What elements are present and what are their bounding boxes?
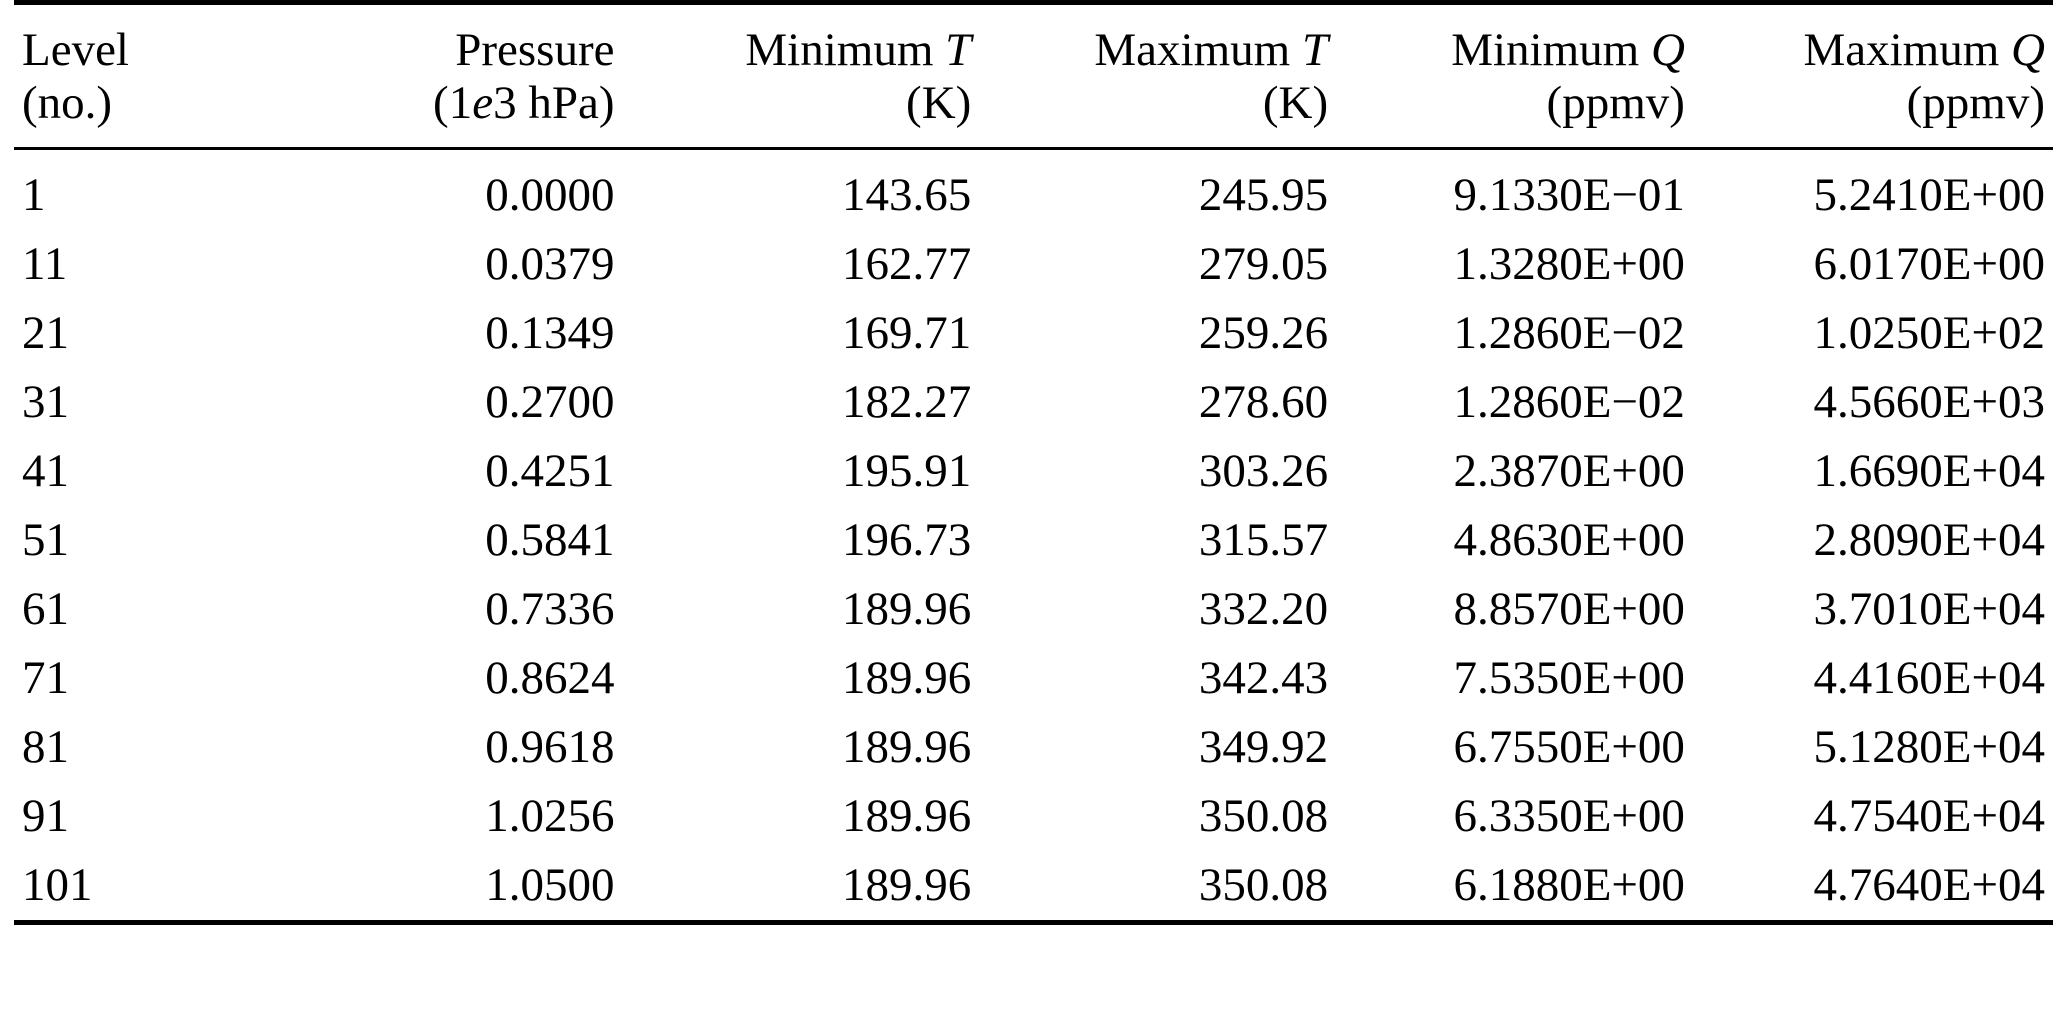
cell-pressure: 1.0256	[485, 790, 615, 842]
cell-max-q: 5.2410E+00	[1686, 149, 2053, 231]
cell-min-q: 6.7550E+00	[1453, 721, 1685, 773]
column-header-minimum-t-text: Minimum	[745, 24, 946, 76]
table-row	[14, 299, 2053, 368]
header-row-primary	[14, 3, 2053, 77]
cell-max-q: 2.8090E+04	[1813, 514, 2045, 566]
cell-max-t: 245.95	[972, 149, 1329, 231]
cell-max-t: 350.08	[1198, 859, 1329, 911]
column-units-minimum-t: (K)	[906, 77, 972, 129]
column-header-maximum-q-symbol: Q	[2011, 24, 2045, 76]
cell-min-q: 4.8630E+00	[1453, 514, 1685, 566]
cell-level: 101	[22, 859, 93, 911]
table-row	[14, 713, 2053, 782]
column-units-minimum-q: (ppmv)	[1546, 77, 1685, 129]
cell-max-t: 279.05	[1198, 238, 1329, 290]
cell-min-t: 143.65	[615, 149, 972, 231]
table-bottom-rule-row	[14, 923, 2053, 969]
cell-level: 71	[22, 652, 69, 704]
cell-min-t: 189.96	[842, 790, 972, 842]
column-header-maximum-q	[1686, 3, 2053, 77]
cell-pressure: 0.9618	[485, 721, 615, 773]
cell-min-t: 189.96	[842, 652, 972, 704]
column-header-level	[14, 3, 279, 77]
cell-max-t: 259.26	[1198, 307, 1329, 359]
cell-min-t: 162.77	[842, 238, 972, 290]
cell-level: 91	[22, 790, 69, 842]
table-row	[14, 782, 2053, 851]
cell-pressure: 0.0379	[485, 238, 615, 290]
column-header-minimum-q	[1329, 3, 1686, 77]
column-header-maximum-t-symbol: T	[1301, 24, 1329, 76]
column-header-minimum-t-symbol: T	[945, 24, 972, 76]
cell-pressure: 0.5841	[485, 514, 615, 566]
column-header-pressure	[279, 3, 615, 77]
cell-level: 11	[22, 238, 68, 290]
cell-min-t: 189.96	[842, 721, 972, 773]
cell-min-q: 1.2860E−02	[1453, 307, 1685, 359]
cell-level: 61	[22, 583, 69, 635]
cell-min-q: 8.8570E+00	[1453, 583, 1685, 635]
cell-level: 41	[22, 445, 69, 497]
column-units-pressure: (1e3 hPa)	[433, 77, 615, 129]
cell-min-t: 196.73	[842, 514, 972, 566]
table-row	[14, 506, 2053, 575]
cell-max-q: 4.5660E+03	[1813, 376, 2045, 428]
column-header-minimum-t	[615, 3, 972, 77]
cell-max-t: 342.43	[1198, 652, 1329, 704]
cell-pressure: 0.4251	[485, 445, 615, 497]
cell-pressure: 0.0000	[279, 149, 615, 231]
column-header-minimum-q-text: Minimum	[1451, 24, 1651, 76]
table-row	[14, 644, 2053, 713]
cell-max-q: 1.6690E+04	[1813, 445, 2045, 497]
cell-max-q: 1.0250E+02	[1813, 307, 2045, 359]
table-row	[14, 368, 2053, 437]
table-header	[14, 3, 2053, 149]
cell-level: 81	[22, 721, 69, 773]
cell-min-q: 7.5350E+00	[1453, 652, 1685, 704]
table-row	[14, 230, 2053, 299]
cell-max-t: 315.57	[1198, 514, 1329, 566]
cell-max-q: 6.0170E+00	[1813, 238, 2045, 290]
cell-max-t: 350.08	[1198, 790, 1329, 842]
cell-max-q: 4.7640E+04	[1813, 859, 2045, 911]
cell-pressure: 1.0500	[485, 859, 615, 911]
table-row	[14, 437, 2053, 506]
cell-min-t: 189.96	[842, 583, 972, 635]
column-units-level: (no.)	[22, 77, 113, 129]
cell-pressure: 0.7336	[485, 583, 615, 635]
cell-level: 31	[22, 376, 69, 428]
header-row-units	[14, 76, 2053, 149]
column-header-maximum-q-text: Maximum	[1803, 24, 2012, 76]
column-header-level-text: Level	[22, 24, 129, 76]
column-units-maximum-t: (K)	[1262, 77, 1329, 129]
cell-min-q: 1.2860E−02	[1453, 376, 1685, 428]
cell-min-q: 2.3870E+00	[1453, 445, 1685, 497]
table-body	[14, 149, 2053, 969]
table-bottom-rule	[14, 923, 2053, 969]
cell-min-q: 6.3350E+00	[1453, 790, 1685, 842]
cell-min-q: 1.3280E+00	[1453, 238, 1685, 290]
cell-max-q: 3.7010E+04	[1813, 583, 2045, 635]
table-row	[14, 149, 2053, 231]
cell-min-t: 189.96	[842, 859, 972, 911]
table-row	[14, 575, 2053, 644]
cell-level: 21	[22, 307, 69, 359]
column-header-maximum-t-text: Maximum	[1094, 24, 1302, 76]
cell-max-t: 303.26	[1198, 445, 1329, 497]
cell-max-t: 278.60	[1198, 376, 1329, 428]
column-header-minimum-q-symbol: Q	[1650, 24, 1685, 76]
cell-pressure: 0.2700	[485, 376, 615, 428]
cell-min-q: 9.1330E−01	[1329, 149, 1686, 231]
column-header-pressure-text: Pressure	[455, 24, 615, 76]
cell-max-t: 349.92	[1198, 721, 1329, 773]
cell-pressure: 0.1349	[485, 307, 615, 359]
cell-min-t: 195.91	[842, 445, 972, 497]
cell-min-t: 169.71	[842, 307, 972, 359]
cell-max-t: 332.20	[1198, 583, 1329, 635]
cell-pressure: 0.8624	[485, 652, 615, 704]
atmospheric-levels-table	[14, 0, 2053, 968]
column-units-maximum-q: (ppmv)	[1906, 77, 2045, 129]
cell-max-q: 4.4160E+04	[1813, 652, 2045, 704]
cell-min-q: 6.1880E+00	[1453, 859, 1685, 911]
cell-max-q: 4.7540E+04	[1813, 790, 2045, 842]
column-header-maximum-t	[972, 3, 1329, 77]
cell-max-q: 5.1280E+04	[1813, 721, 2045, 773]
table-row	[14, 851, 2053, 923]
cell-level: 1	[14, 149, 279, 231]
cell-min-t: 182.27	[842, 376, 972, 428]
cell-level: 51	[22, 514, 69, 566]
